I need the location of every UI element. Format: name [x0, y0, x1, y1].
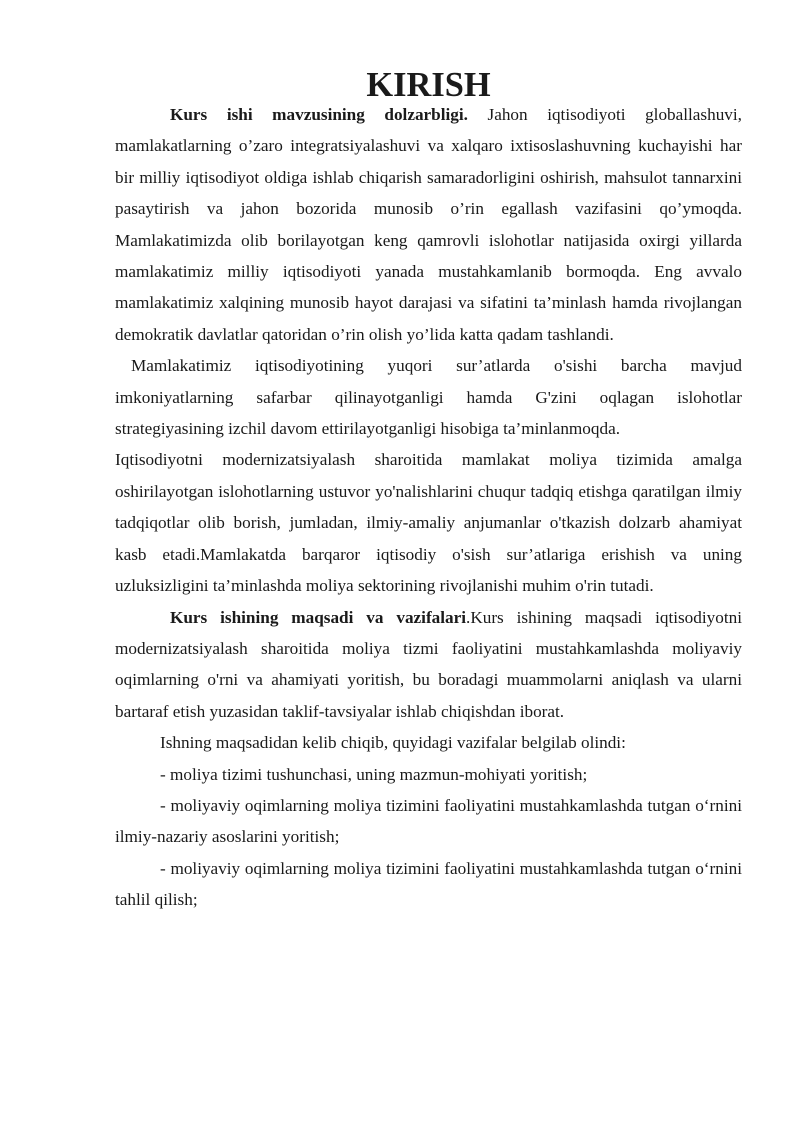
paragraph-goals — [115, 602, 742, 728]
page-title: KIRISH — [366, 66, 491, 104]
list-item: - moliyaviy oqimlarning moliya tizimini faoliyatini mustahkamlashda tutgan o‘rnini ilmiy-nazariy asoslarini yoritish; — [115, 795, 742, 847]
list-item: - moliyaviy oqimlarning moliya tizimini faoliyatini mustahkamlashda tutgan o‘rnini tahlil qilish; — [115, 858, 742, 910]
goals-heading: Kurs ishining maqsadi va vazifalari — [170, 607, 467, 627]
goals-text: .Kurs ishining maqsadi iqtisodiyotni modernizatsiyalash sharoitida moliya tizmi faoliyatini mustahkamlashda moliyaviy oqimlarning o'rni va ahamiyati yoritish, bu boradagi muammolarni aniqlash va ularni bartaraf etish yuzasidan taklif-tavsiyalar ishlab chiqishdan iborat. — [115, 607, 742, 721]
document-body — [115, 66, 742, 916]
paragraph-relevance — [115, 99, 742, 350]
list-item: - moliya tizimi tushunchasi, uning mazmun-mohiyati yoritish; — [160, 764, 588, 784]
paragraph-modernization: Iqtisodiyotni modernizatsiyalash sharoitida mamlakat moliya tizimida amalga oshirilayotgan islohotlarning ustuvor yo'nalishlarini chuqur tadqiq etishga qaratilgan ilmiy tadqiqotlar olib borish, jumladan, ilmiy-amaliy anjumanlar o'tkazish dolzarb ahamiyat kasb etadi.Mamlakatda barqaror iqtisodiy o'sish sur’atlariga erishish va uning uzluksizligini ta’minlashda moliya sektorining rivojlanishi muhim o'rin tutadi. — [115, 450, 742, 596]
paragraph-growth: Mamlakatimiz iqtisodiyotining yuqori sur’atlarda o'sishi barcha mavjud imkoniyatlarning safarbar qilinayotganligi hamda G'zini oqlagan islohotlar strategiyasining izchil davom ettirilayotganligi hisobiga ta’minlanmoqda. — [115, 356, 742, 439]
relevance-heading: Kurs ishi mavzusining dolzarbligi. — [170, 105, 468, 124]
relevance-text: Jahon iqtisodiyoti globallashuvi, mamlakatlarning o’zaro integratsiyalashuvi va xalqaro ixtisoslashuvning kuchayishi har bir milliy iqtisodiyot oldiga ishlab chiqarish samaradorligini oshirish, mahsulot tannarxini pasaytirish va jahon bozorida munosib o’rin egallash vazifasini qo’ymoqda. Mamlakatimizda olib borilayotgan keng qamrovli islohotlar natijasida oxirgi yillarda mamlakatimiz milliy iqtisodiyoti yanada mustahkamlanib bormoqda. Eng avvalo mamlakatimiz xalqining munosib hayot darajasi va sifatini ta’minlash hamda rivojlangan demokratik davlatlar qatoridan o’rin olish yo’lida katta qadam tashlandi. — [115, 105, 742, 344]
paragraph-tasks-intro: Ishning maqsadidan kelib chiqib, quyidagi vazifalar belgilab olindi: — [160, 733, 626, 753]
